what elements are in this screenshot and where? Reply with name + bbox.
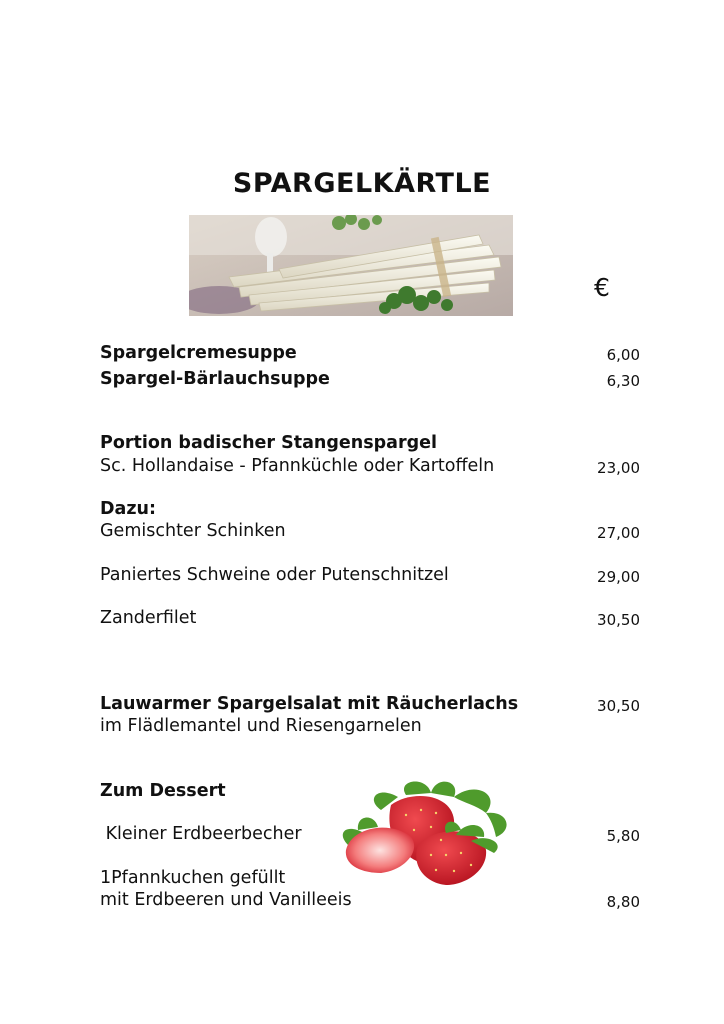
soup-2-price: 6,30 [606,372,640,390]
dazu-option-3-name: Zanderfilet [100,608,197,628]
dessert-1-price: 5,80 [606,827,640,845]
dessert-2-name-line1: 1Pfannkuchen gefüllt [100,868,286,888]
salad-price: 30,50 [597,697,640,715]
strawberries-photo [336,775,516,890]
soup-1-name: Spargelcremesuppe [100,343,297,363]
salad-description: im Flädlemantel und Riesengarnelen [100,716,422,736]
portion-name: Portion badischer Stangenspargel [100,433,437,453]
portion-price: 23,00 [597,459,640,477]
portion-description: Sc. Hollandaise - Pfannküchle oder Kartoffeln [100,456,495,476]
dessert-2-price: 8,80 [606,893,640,911]
dessert-1-name: Kleiner Erdbeerbecher [100,824,302,844]
dazu-option-2-price: 29,00 [597,568,640,586]
salad-name: Lauwarmer Spargelsalat mit Räucherlachs [100,694,519,714]
dazu-option-1-price: 27,00 [597,524,640,542]
dazu-heading: Dazu: [100,499,156,519]
asparagus-photo [189,215,513,316]
page-title: SPARGELKÄRTLE [232,168,492,199]
dessert-heading: Zum Dessert [100,781,226,801]
dessert-2-name-line2: mit Erdbeeren und Vanilleeis [100,890,352,910]
dazu-option-3-price: 30,50 [597,611,640,629]
soup-2-name: Spargel-Bärlauchsuppe [100,369,330,389]
soup-1-price: 6,00 [606,346,640,364]
dazu-option-2-name: Paniertes Schweine oder Putenschnitzel [100,565,449,585]
currency-symbol: € [594,273,610,302]
dazu-option-1-name: Gemischter Schinken [100,521,286,541]
